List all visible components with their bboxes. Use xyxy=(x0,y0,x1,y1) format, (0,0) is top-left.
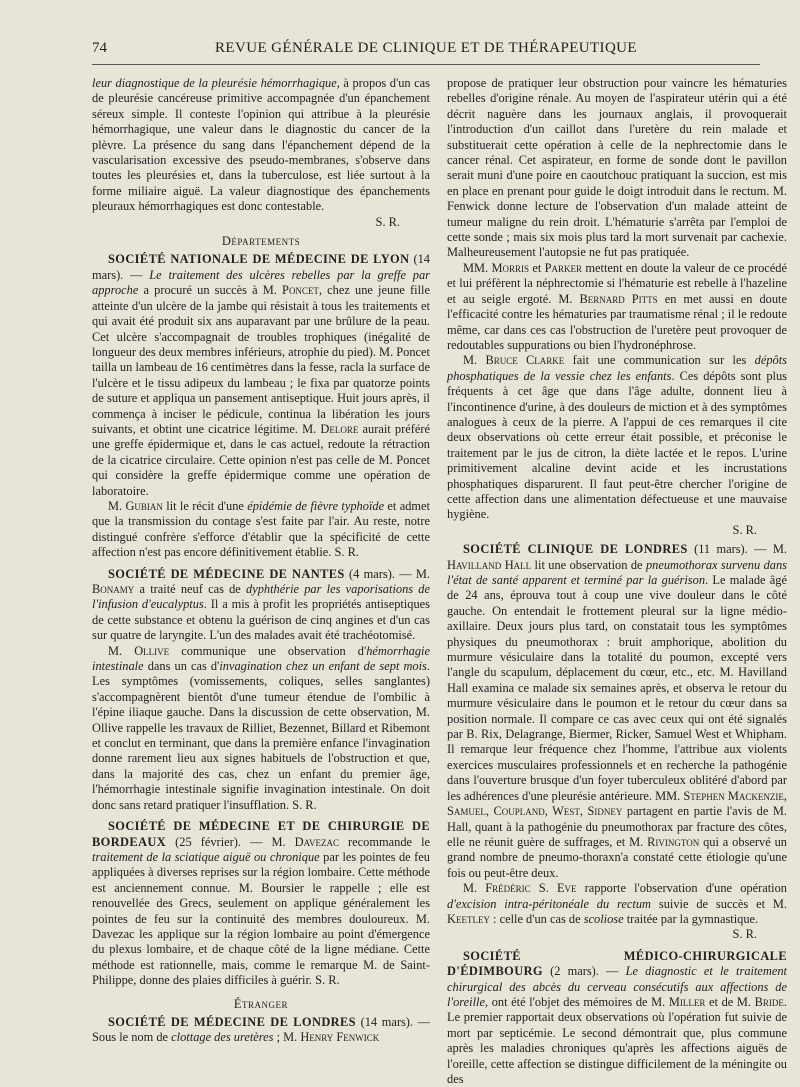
society-title-edimbourg: SOCIÉTÉ MÉDICO-CHIRURGICALE D'ÉDIMBOURG xyxy=(447,948,787,979)
page-header xyxy=(92,40,760,65)
paragraph-londres: SOCIÉTÉ DE MÉDECINE DE LONDRES (14 mars). — Sous le nom de clottage des uretères ; M. Henry Fenwick xyxy=(92,1014,431,1045)
society-title-londres: SOCIÉTÉ DE MÉDECINE DE LONDRES xyxy=(108,1014,356,1029)
society-title-clinique: SOCIÉTÉ CLINIQUE DE LONDRES xyxy=(463,542,688,557)
page-number: 74 xyxy=(92,40,107,56)
paragraph-bordeaux: SOCIÉTÉ DE MÉDECINE ET DE CHIRURGIE DE BORDEAUX (25 février). — M. Davezac recommande le traitement de la sciatique aiguë ou chronique par les pointes de feu appliquées à diverses reprises sur la région lombaire. Cette méthode est anciennement connue. M. Boursier le rappelle ; elle est renouvellée des Grecs, seulement on applique généralement les pointes de feu sur la continuité des membres douloureux. M. Davezac les applique sur la région lombaire au point d'émergence du plexus lombaire, et de chaque côté de la ligne médiane. Cette méthode est rationnelle, mais, comme le remarque M. de Saint-Philippe, donne des plaies difficiles à guérir. S. R. xyxy=(92,819,431,988)
paragraph-edimbourg: SOCIÉTÉ MÉDICO-CHIRURGICALE D'ÉDIMBOURG (2 mars). — Le diagnostic et le traitement chirurgical des abcès du cerveau consécutifs aux affections de l'oreille, ont été l'objet des mémoires de M. Miller et de M. Bride. Le premier rapportait deux observations où l'opération fut suivie de mort par septicémie. Le second démontrait que, plus commune après les maladies chroniques qu'après les affections aiguës de l'oreille, cette affection se distingue difficilement de la méningite ou des xyxy=(447,948,787,1086)
left-column xyxy=(92,76,430,1066)
signature: S. R. xyxy=(732,927,757,942)
paragraph-eve: M. Frédéric S. Eve rapporte l'observation d'une opération d'excision intra-péritonéale du rectum suivie de succès et M. Keetley : celle d'un cas de scoliose traitée par la gymnastique. xyxy=(447,881,787,926)
paragraph-morris: MM. Morris et Parker mettent en doute la valeur de ce procédé et lui préfèrent la néphrectomie si l'hématurie est rebelle à l'hazeline et au seigle ergoté. M. Bernard Pitts en met aussi en doute l'efficacité contre les hématuries par traumatisme rénal ; il le redoute même, car dans ces cas l'obstruction de l'uretère peut provoquer de redoutables suppurations ou bien l'hydronéphrose. xyxy=(447,260,787,352)
paragraph-nantes: SOCIÉTÉ DE MÉDECINE DE NANTES (4 mars). — M. Bonamy a traité neuf cas de dyphthérie par les vaporisations de l'infusion d'eucalyptus. Il a mis à profit les propriétés antiseptiques de cette substance et obtenu la guérison de cinq angines et d'un cas sur quatre de laryngite. L'un des malades avait été trachéotomisé. xyxy=(92,566,431,643)
paragraph-lyon: SOCIÉTÉ NATIONALE DE MÉDECINE DE LYON (14 mars). — Le traitement des ulcères rebelles par la greffe par approche a procuré un succès à M. Poncet, chez une jeune fille atteinte d'un ulcère de la jambe qui résistait à tous les traitements et qui avait été produit six ans auparavant par une brûlure de la peau. Cet ulcère s'accompagnait de troubles trophiques (inégalité de longueur des deux membres inférieurs, atrophie du pied). M. Poncet tailla un lambeau de 16 centimètres dans la fesse, racla la surface de l'ulcère et le tissu adipeux du lambeau ; le fixa par quatorze points de suture et appliqua un pansement antiseptique. Huit jours après, il commença à inciser le pédicule, continua la libération les jours suivants, et obtint une cicatrice légitime. M. Delore aurait préféré une greffe épidermique et, dans le cas actuel, redoute la rétraction de la cicatrice circulaire. Cette opinion n'est pas celle de M. Poncet qui considère la greffe épidermique comme une opération de laboratoire. xyxy=(92,252,430,498)
signature: S. R. xyxy=(334,545,359,560)
signature: S. R. xyxy=(292,797,317,812)
society-title-lyon: SOCIÉTÉ NATIONALE DE MÉDECINE DE LYON xyxy=(108,252,410,267)
section-heading-etranger: Étranger xyxy=(233,996,289,1011)
signature: S. R. xyxy=(732,522,757,537)
paragraph-gubian: M. Gubian lit le récit d'une épidémie de fièvre typhoïde et admet que la transmission du contage s'est faite par l'air. Au reste, notre distingué confrère s'efforce d'établir que la spécificité de cette affection n'est pas encore définitivement établie. S. R. xyxy=(92,498,430,560)
society-title-nantes: SOCIÉTÉ DE MÉDECINE DE NANTES xyxy=(108,566,345,581)
section-heading-departements: Départements xyxy=(221,234,301,249)
signature: S. R. xyxy=(315,973,340,988)
right-column xyxy=(447,76,788,1086)
society-title-bordeaux: SOCIÉTÉ DE MÉDECINE ET DE CHIRURGIE DE BORDEAUX xyxy=(92,819,430,849)
paragraph-fenwick-continued: propose de pratiquer leur obstruction pour vaincre les hématuries rebelles d'origine rénale. Au moyen de l'aspirateur utérin qui a été décrit naguère dans les journaux anglais, il provoquerait l'introduction d'un caillot dans l'uretère du rein malade et substituerait cette opération à celle de la nephrectomie dans le cancer rénal. Cet aspirateur, en forme de sonde dont le pavillon serait muni d'une poire en caoutchouc pratiquant la succion, est mis en place en prenant pour guide le doigt introduit dans le rectum. M. Fenwick donne lecture de l'observation d'un malade atteint de tumeur maligne du rein droit. L'hématurie s'arrêta par l'emploi de cette sonde ; mais six mois plus tard la mort survenait par cachexie. Malheureusement l'autopsie ne fut pas pratiquée. xyxy=(447,76,787,260)
paragraph-clinique: SOCIÉTÉ CLINIQUE DE LONDRES (11 mars). — M. Havilland Hall lit une observation de pneumothorax survenu dans l'état de santé apparent et terminé par la guérison. Le malade âgé de 24 ans, éprouva tout à coup une vive douleur dans le côté gauche. On entendait le frottement pleural sur la ligne médio-axillaire. Deux jours plus tard, on constatait tous les symptômes physiques du pneumothorax : bruit amphorique, abolition du murmure vésiculaire dans la totalité du poumon, excepté vers l'angle du scapulum, déplacement du cœur, etc., etc. M. Havilland Hall examina ce malade six semaines après, et observa le retour du murmure vésiculaire dans le poumon et le retour du cœur dans sa position normale. Il compare ce cas avec ceux qui ont été signalés par B. Rix, Delagrange, Biermer, Ricker, Samuel West et Whipham. Il remarque leur fréquence chez l'homme, l'attribue aux violents exercices musculaires professionnels et en recherche la pathogénie dans l'ouverture brusque d'un foyer tuberculeux oblitéré d'abord par les adhérences d'une pleurésie antérieure. MM. Stephen Mackenzie, Samuel, Coupland, West, Sidney partagent en partie l'avis de M. Hall, quant à la pathogénie du pneumothorax par fracture des côtes, elle ne réunit guère de suffrages, et M. Rivington qui a observé un grand nombre de pneumo-thoraxn'a constaté cette étiologie qu'une fois ou peut-être deux. xyxy=(447,542,787,880)
paragraph-clarke: M. Bruce Clarke fait une communication sur les dépôts phosphatiques de la vessie chez les enfants. Ces dépôts sont plus fréquents à cet âge que dans l'âge adulte, donnent lieu à l'incontinence d'urine, à des douleurs de miction et à des symptômes analogues à ceux de la pierre. A l'appui de ces remarques il cite deux observations où cette erreur était possible, et préconise le traitement par le jus de citron, la diète lactée et le repos. L'urine primitivement alcaline devint acide et les incrustations phosphatiques disparurent. Il faut peut-être chercher l'origine de cette affection dans une alimentation défectueuse et une mauvaise hygiène. xyxy=(447,353,788,522)
paragraph-ollive: M. Ollive communique une observation d'hémorrhagie intestinale dans un cas d'invagination chez un enfant de sept mois. Les symptômes (vomissements, coliques, selles sanglantes) s'accompagnèrent bientôt d'une tumeur étendue de l'ombilic à l'épine iliaque gauche. Dans la discussion de cette observation, M. Ollive rappelle les travaux de Rilliet, Bezennet, Billard et Ribemont et conclut en terminant, que dans la première enfance l'invagination donne rarement lieu aux signes habituels de l'obstruction et que, dans la majorité des cas, chez un enfant du premier âge, l'hémorrhagie intestinale signifie invagination intestinale. On doit donc sans retard pratiquer l'insufflation. S. R. xyxy=(92,643,430,812)
signature: S. R. xyxy=(375,214,400,229)
paragraph-pleuresie: leur diagnostique de la pleurésie hémorrhagique, à propos d'un cas de pleurésie cancéreuse primitive accompagnée d'un épanchement séreux simple. Il conteste l'opinion qui attribue à la pleurésie hémorrhagique, une valeur dans le diagnostic du cancer de la plèvre. La présence du sang dans l'épanchement dépend de la vascularisation excessive des pseudo-membranes, s'observe dans toutes les pleurésies et, dans la tuberculose, est liée surtout à la forme miliaire aiguë. La valeur diagnostique des épanchements pleuraux hémorrhagiques est donc contestable. xyxy=(92,76,430,214)
running-title: REVUE GÉNÉRALE DE CLINIQUE ET DE THÉRAPEUTIQUE xyxy=(215,40,637,56)
topic-italic: leur diagnostique de la pleurésie hémorrhagique, xyxy=(92,76,340,90)
